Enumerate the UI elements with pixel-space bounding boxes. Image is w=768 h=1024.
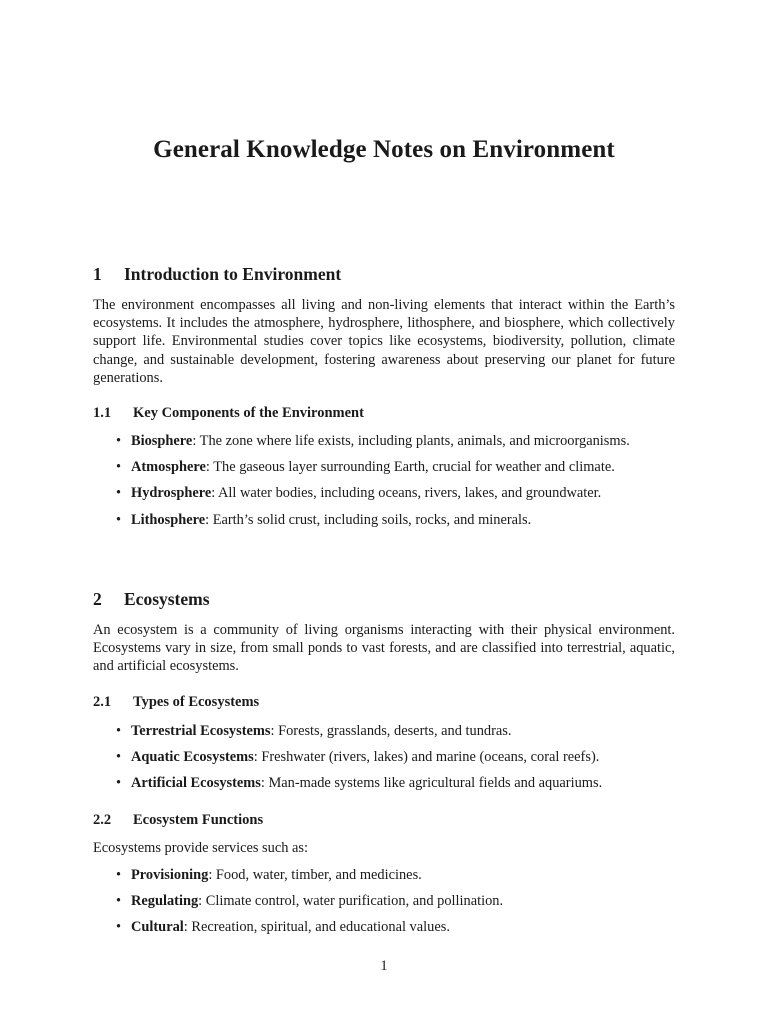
list-item xyxy=(93,432,675,450)
bullet-icon: • xyxy=(116,511,122,528)
section-number: 2 xyxy=(93,589,102,609)
list-item xyxy=(93,722,675,740)
list-item-desc: : Freshwater (rivers, lakes) and marine (oceans, coral reefs). xyxy=(253,749,600,766)
list-item-term: Artificial Ecosystems xyxy=(131,775,261,792)
list-item xyxy=(93,866,675,884)
section-title: Ecosystems xyxy=(124,589,210,609)
types-of-ecosystems-list xyxy=(93,722,675,793)
list-item-desc: : Forests, grasslands, deserts, and tundras. xyxy=(270,723,512,739)
list-item xyxy=(93,748,675,766)
list-item xyxy=(93,511,675,529)
list-item-desc: : Man-made systems like agricultural fields and aquariums. xyxy=(260,775,603,792)
section-number: 1 xyxy=(93,264,102,284)
bullet-icon: • xyxy=(116,919,122,936)
subsection-title: Key Components of the Environment xyxy=(133,405,364,421)
key-components-list xyxy=(93,432,675,529)
list-item-term: Hydrosphere xyxy=(131,485,212,502)
subsection-heading-ecosystem-functions xyxy=(93,812,675,829)
ecosystem-functions-list xyxy=(93,866,675,937)
document-title: General Knowledge Notes on Environment xyxy=(153,136,615,163)
bullet-icon: • xyxy=(116,775,122,792)
subsection-number: 2.1 xyxy=(93,694,112,710)
bullet-icon: • xyxy=(116,867,122,883)
subsection-title: Ecosystem Functions xyxy=(133,812,264,828)
subsection-number: 1.1 xyxy=(93,405,112,421)
list-item-desc: : Climate control, water purification, and pollination. xyxy=(198,893,504,910)
list-item xyxy=(93,484,675,502)
list-item xyxy=(93,774,675,792)
list-item-term: Provisioning xyxy=(131,867,209,883)
list-item-desc: : The gaseous layer surrounding Earth, crucial for weather and climate. xyxy=(205,459,615,476)
list-item-term: Lithosphere xyxy=(131,511,206,528)
list-item-desc: : Food, water, timber, and medicines. xyxy=(208,867,422,883)
list-item xyxy=(93,918,675,936)
list-item-desc: : The zone where life exists, including plants, animals, and microorganisms. xyxy=(192,433,630,449)
list-item-desc: : Earth’s solid crust, including soils, rocks, and minerals. xyxy=(205,511,532,528)
introduction-paragraph: The environment encompasses all living and non-living elements that interact within the Earth’s ecosystems. It includes the atmosphere, hydrosphere, lithosphere, and biosphere, which collectively support life. Environmental studies cover topics like ecosystems, biodiversity, pollution, climate change, and sustainable development, fostering awareness about preserving our planet for future generations. xyxy=(93,297,675,386)
bullet-icon: • xyxy=(116,749,122,766)
subsection-title: Types of Ecosystems xyxy=(133,694,260,710)
bullet-icon: • xyxy=(116,485,122,502)
section-heading-ecosystems xyxy=(93,589,675,610)
list-item xyxy=(93,892,675,910)
section-title: Introduction to Environment xyxy=(124,264,342,284)
ecosystem-functions-intro: Ecosystems provide services such as: xyxy=(93,840,309,856)
section-heading-introduction xyxy=(93,264,675,285)
subsection-heading-key-components xyxy=(93,405,675,422)
list-item xyxy=(93,458,675,476)
list-item-term: Biosphere xyxy=(131,433,193,449)
list-item-term: Cultural xyxy=(131,919,184,936)
ecosystems-paragraph: An ecosystem is a community of living organisms interacting with their physical environment. Ecosystems vary in size, from small ponds to vast forests, and are classified into terrestrial, aquatic, and artificial ecosystems. xyxy=(93,622,675,675)
list-item-term: Regulating xyxy=(131,893,199,910)
subsection-number: 2.2 xyxy=(93,812,112,828)
bullet-icon: • xyxy=(116,433,122,449)
list-item-term: Aquatic Ecosystems xyxy=(131,749,254,766)
bullet-icon: • xyxy=(116,459,122,476)
list-item-term: Atmosphere xyxy=(131,459,206,476)
list-item-desc: : All water bodies, including oceans, rivers, lakes, and groundwater. xyxy=(211,485,602,502)
page-number: 1 xyxy=(380,958,388,974)
list-item-desc: : Recreation, spiritual, and educational values. xyxy=(183,919,450,936)
bullet-icon: • xyxy=(116,723,122,739)
bullet-icon: • xyxy=(116,893,122,910)
subsection-heading-types-of-ecosystems xyxy=(93,694,675,711)
list-item-term: Terrestrial Ecosystems xyxy=(131,723,271,739)
